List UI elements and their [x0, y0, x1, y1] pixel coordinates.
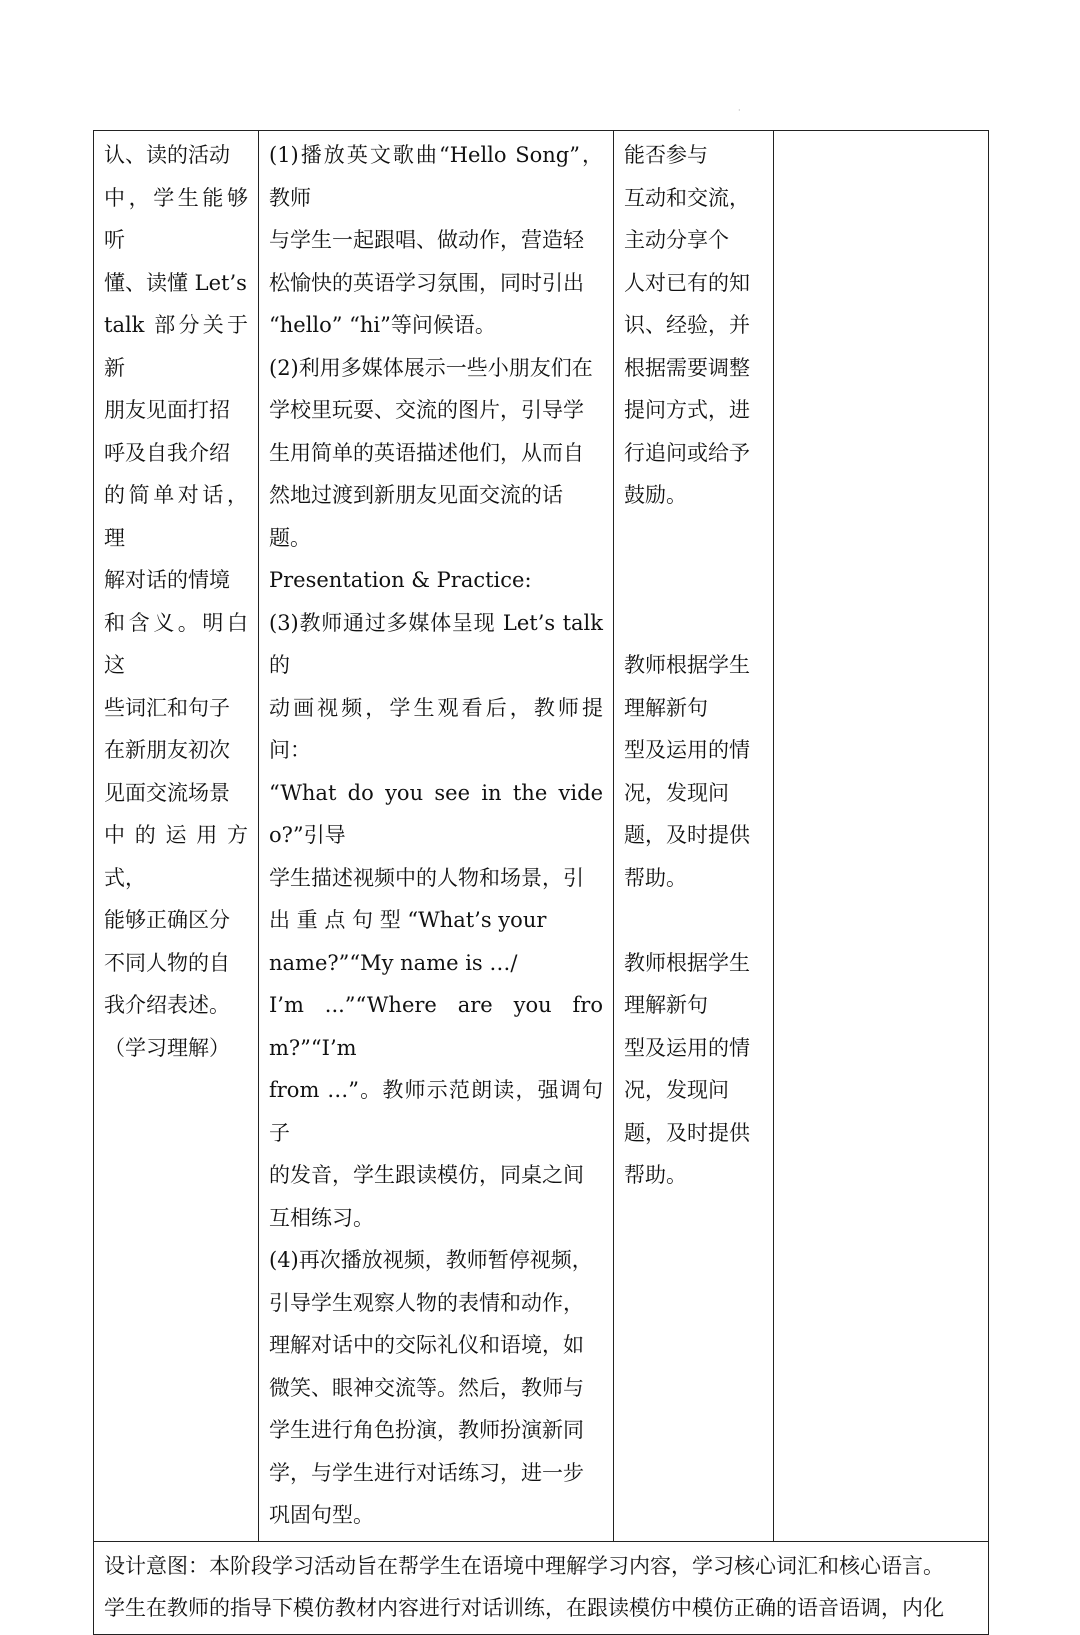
activity-line: 学生进行角色扮演，教师扮演新同: [269, 1418, 584, 1442]
activity-line: 然地过渡到新朋友见面交流的话: [269, 483, 563, 507]
assessment-line: 型及运用的情: [624, 1035, 750, 1060]
page-mark: ·: [738, 106, 741, 115]
spacer: [624, 559, 763, 602]
design-intent-line: 学生在教师的指导下模仿教材内容进行对话训练，在跟读模仿中模仿正确的语音语调，内化: [104, 1596, 944, 1620]
objective-line: 在新朋友初次: [104, 738, 230, 762]
activities-text: [259, 131, 613, 1541]
activity-line: “What do you see in the video?”引导: [269, 780, 603, 847]
activity-line: (2)利用多媒体展示一些小朋友们在: [269, 355, 593, 380]
spacer: [624, 602, 763, 645]
activity-line: 理解对话中的交际礼仪和语境，如: [269, 1333, 584, 1357]
activity-line: 的发音，学生跟读模仿，同桌之间: [269, 1163, 584, 1187]
objective-line: 不同人物的自: [104, 950, 230, 975]
activity-line: 生用简单的英语描述他们，从而自: [269, 440, 584, 465]
assessment-line: 理解新句: [624, 695, 708, 720]
assessment-line: 题，及时提供: [624, 823, 750, 847]
assessment-line: 互动和交流，: [624, 185, 750, 210]
assessment-line: 帮助。: [624, 1163, 687, 1187]
assessment-text: [614, 131, 773, 1201]
objective-line: 见面交流场景: [104, 780, 230, 805]
objective-line: 能够正确区分: [104, 908, 230, 932]
design-intent-text: [94, 1542, 988, 1634]
notes-text: [774, 131, 988, 138]
activity-line: from …”。教师示范朗读，强调句子: [269, 1078, 603, 1145]
design-intent-cell: [94, 1541, 989, 1634]
objectives-cell: [94, 131, 259, 1542]
activity-line: 与学生一起跟唱、做动作，营造轻: [269, 228, 584, 252]
assessment-line: 况，发现问: [624, 1078, 729, 1102]
assessment-line: 型及运用的情: [624, 738, 750, 762]
assessment-line: 理解新句: [624, 993, 708, 1017]
activity-line: (4)再次播放视频，教师暂停视频，: [269, 1248, 593, 1272]
objective-line: 我介绍表述。: [104, 993, 230, 1017]
activity-line: name?”“My name is …/: [269, 950, 518, 975]
assessment-line: 鼓励。: [624, 483, 687, 507]
objective-line: talk 部分关于新: [104, 313, 248, 380]
objective-line: 认、读的活动: [104, 143, 230, 167]
objective-line: 的简单对话，理: [104, 483, 248, 550]
activity-line: 松愉快的英语学习氛围，同时引出: [269, 270, 584, 295]
assessment-line: 能否参与: [624, 143, 708, 167]
activity-line: (1)播放英文歌曲“Hello Song”，教师: [269, 143, 603, 210]
activity-line: 题。: [269, 525, 311, 550]
objective-line: 中的运用方式，: [104, 823, 248, 890]
assessment-line: 人对已有的知: [624, 270, 750, 295]
activity-line: 动画视频，学生观看后，教师提问：: [269, 695, 603, 762]
assessment-line: 主动分享个: [624, 228, 729, 252]
assessment-line: 况，发现问: [624, 780, 729, 805]
objective-line: 中，学生能够听: [104, 185, 248, 252]
objective-line: 和含义。明白这: [104, 610, 248, 677]
activity-line: 出 重 点 句 型 “What’s your: [269, 908, 547, 932]
objective-line: 些词汇和句子: [104, 695, 230, 720]
activity-line: 学校里玩耍、交流的图片，引导学: [269, 398, 584, 422]
assessment-line: 根据需要调整: [624, 355, 750, 380]
lesson-plan-table: [93, 130, 989, 1635]
notes-cell: [774, 131, 989, 1542]
objectives-text: [94, 131, 258, 1073]
activity-line: I’m ...”“Where are you from?”“I’m: [269, 993, 603, 1060]
activity-line: 微笑、眼神交流等。然后，教师与: [269, 1375, 584, 1400]
activities-cell: [259, 131, 614, 1542]
spacer: [624, 899, 763, 942]
assessment-line: 题，及时提供: [624, 1120, 750, 1145]
assessment-line: 提问方式，进: [624, 398, 750, 422]
assessment-cell: [614, 131, 774, 1542]
objective-line: 解对话的情境: [104, 568, 230, 592]
activity-line: 互相练习。: [269, 1205, 374, 1230]
objective-line: 朋友见面打招: [104, 398, 230, 422]
activity-line: 引导学生观察人物的表情和动作，: [269, 1290, 584, 1315]
activity-line: 巩固句型。: [269, 1503, 374, 1527]
assessment-line: 帮助。: [624, 865, 687, 890]
assessment-line: 教师根据学生: [624, 950, 750, 975]
objective-line: （学习理解）: [104, 1035, 230, 1060]
objective-line: 懂、读懂 Let’s: [104, 270, 247, 295]
activity-line: 学生描述视频中的人物和场景，引: [269, 865, 584, 890]
activity-line: Presentation & Practice:: [269, 568, 532, 592]
objective-line: 呼及自我介绍: [104, 440, 230, 465]
activity-row: [94, 131, 989, 1542]
assessment-line: 行追问或给予: [624, 440, 750, 465]
spacer: [624, 517, 763, 560]
design-intent-line: 设计意图：本阶段学习活动旨在帮学生在语境中理解学习内容，学习核心词汇和核心语言。: [104, 1553, 944, 1578]
activity-line: 学，与学生进行对话练习，进一步: [269, 1460, 584, 1485]
activity-line: “hello” “hi”等问候语。: [269, 313, 496, 337]
design-intent-row: [94, 1541, 989, 1634]
activity-line: (3)教师通过多媒体呈现 Let’s talk 的: [269, 610, 603, 677]
assessment-line: 教师根据学生: [624, 653, 750, 677]
assessment-line: 识、经验，并: [624, 313, 750, 337]
